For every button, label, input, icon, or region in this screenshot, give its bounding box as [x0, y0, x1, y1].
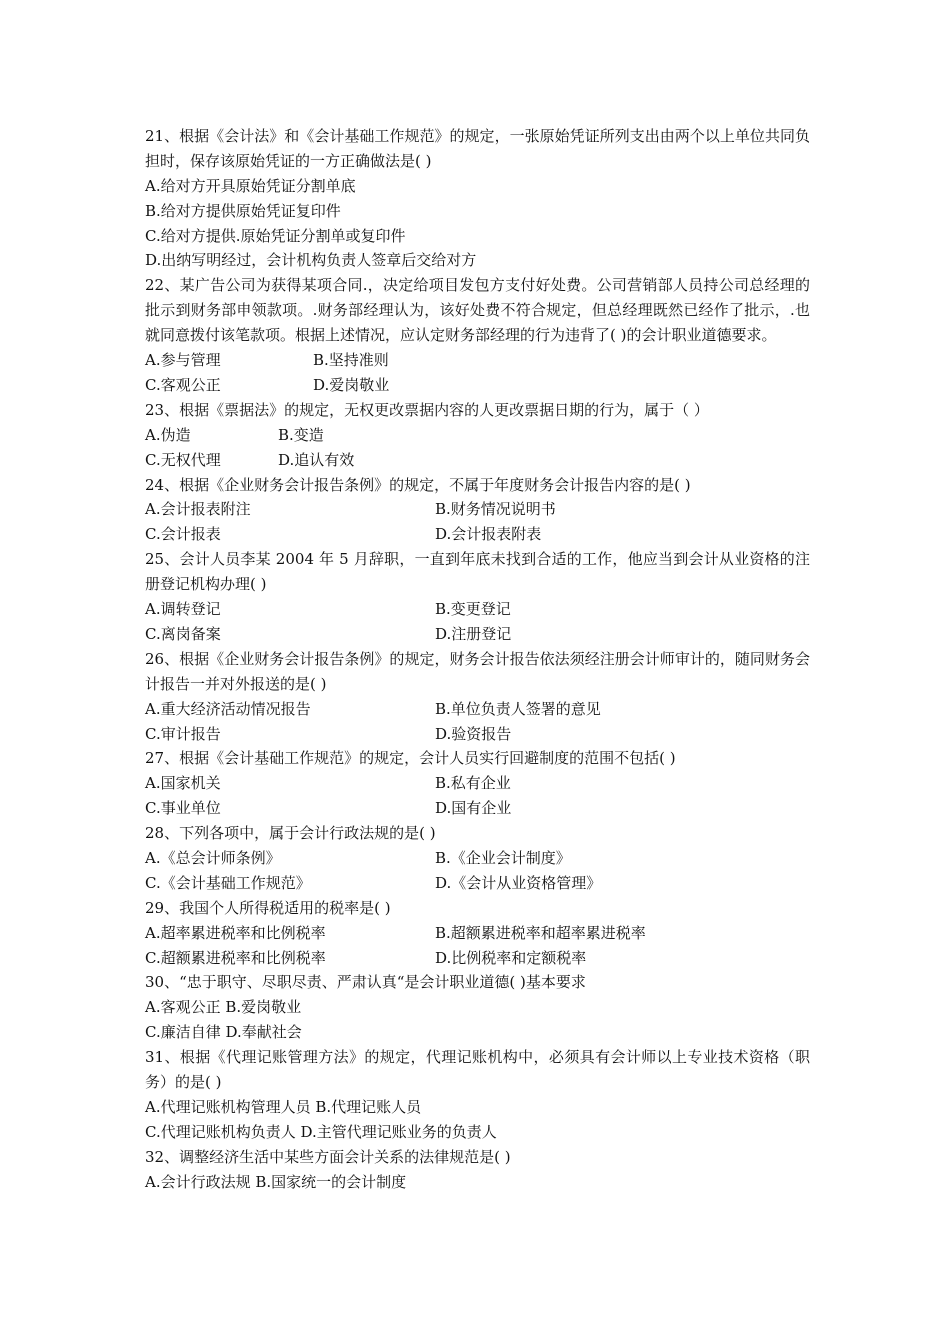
- answer-option: C.代理记账机构负责人 D.主管代理记账业务的负责人: [145, 1122, 497, 1141]
- option-row: [145, 846, 810, 871]
- document-page: [145, 124, 810, 1194]
- option-row: [145, 373, 810, 398]
- option-row: [145, 597, 810, 622]
- option-row: [145, 946, 810, 971]
- option-row: [145, 423, 810, 448]
- answer-option: D.比例税率和定额税率: [435, 948, 587, 967]
- question-stem: 27、根据《会计基础工作规范》的规定，会计人员实行回避制度的范围不包括( ): [145, 749, 676, 768]
- answer-option: B.给对方提供原始凭证复印件: [145, 201, 341, 220]
- question-stem: 28、下列各项中，属于会计行政法规的是( ): [145, 824, 436, 843]
- answer-option: C.无权代理: [145, 450, 221, 469]
- answer-option: C.审计报告: [145, 724, 221, 743]
- option-row: [145, 722, 810, 747]
- question-stem: 31、根据《代理记账管理方法》的规定，代理记账机构中，必须具有会计师以上专业技术资格（职务）的是( ): [145, 1048, 810, 1091]
- answer-option: C.客观公正: [145, 375, 221, 394]
- answer-option: C.离岗备案: [145, 624, 221, 643]
- answer-option: B.单位负责人签署的意见: [435, 699, 601, 718]
- answer-option: A.国家机关: [145, 774, 221, 793]
- answer-option: B.变造: [278, 425, 324, 444]
- answer-option: A.代理记账机构管理人员 B.代理记账人员: [145, 1097, 422, 1116]
- option-row: [145, 348, 810, 373]
- answer-option: C.廉洁自律 D.奉献社会: [145, 1023, 302, 1042]
- answer-option: A.《总会计师条例》: [145, 848, 281, 867]
- answer-option: A.参与管理: [145, 351, 221, 370]
- answer-option: A.重大经济活动情况报告: [145, 699, 311, 718]
- answer-option: A.伪造: [145, 425, 191, 444]
- option-row: [145, 497, 810, 522]
- question-stem: 25、会计人员李某 2004 年 5 月辞职，一直到年底未找到合适的工作，他应当到会计从业资格的注册登记机构办理( ): [145, 550, 810, 594]
- option-row: [145, 796, 810, 821]
- answer-option: B.坚持准则: [313, 351, 389, 370]
- question-stem: 26、根据《企业财务会计报告条例》的规定，财务会计报告依法须经注册会计师审计的，随同财务会计报告一并对外报送的是( ): [145, 649, 810, 693]
- answer-option: B.超额累进税率和超率累进税率: [435, 923, 646, 942]
- question-stem: 32、调整经济生活中某些方面会计关系的法律规范是( ): [145, 1147, 511, 1166]
- option-row: [145, 771, 810, 796]
- answer-option: C.超额累进税率和比例税率: [145, 948, 326, 967]
- answer-option: C.《会计基础工作规范》: [145, 873, 311, 892]
- question-stem: 30、“忠于职守、尽职尽责、严肃认真“是会计职业道德( )基本要求: [145, 973, 586, 992]
- question-stem: 24、根据《企业财务会计报告条例》的规定，不属于年度财务会计报告内容的是( ): [145, 475, 691, 494]
- answer-option: B.财务情况说明书: [435, 500, 556, 519]
- answer-option: D.《会计从业资格管理》: [435, 873, 602, 892]
- answer-option: D.追认有效: [278, 450, 355, 469]
- option-row: [145, 448, 810, 473]
- answer-option: A.调转登记: [145, 600, 221, 619]
- answer-option: C.给对方提供.原始凭证分割单或复印件: [145, 226, 406, 245]
- option-row: [145, 622, 810, 647]
- answer-option: D.出纳写明经过，会计机构负责人签章后交给对方: [145, 251, 477, 270]
- answer-option: D.国有企业: [435, 799, 512, 818]
- answer-option: C.事业单位: [145, 799, 221, 818]
- option-row: [145, 522, 810, 547]
- answer-option: D.会计报表附表: [435, 525, 542, 544]
- question-stem: 29、我国个人所得税适用的税率是( ): [145, 898, 391, 917]
- option-row: [145, 697, 810, 722]
- answer-option: A.超率累进税率和比例税率: [145, 923, 326, 942]
- answer-option: B.《企业会计制度》: [435, 848, 571, 867]
- answer-option: A.会计行政法规 B.国家统一的会计制度: [145, 1172, 407, 1191]
- option-row: [145, 871, 810, 896]
- answer-option: D.验资报告: [435, 724, 512, 743]
- answer-option: D.爱岗敬业: [313, 375, 390, 394]
- answer-option: A.给对方开具原始凭证分割单底: [145, 176, 356, 195]
- question-stem: 21、根据《会计法》和《会计基础工作规范》的规定，一张原始凭证所列支出由两个以上单位共同负担时，保存该原始凭证的一方正确做法是( ): [145, 127, 810, 170]
- answer-option: B.变更登记: [435, 600, 511, 619]
- question-stem: 23、根据《票据法》的规定，无权更改票据内容的人更改票据日期的行为，属于（ ）: [145, 400, 709, 419]
- question-stem: 22、某广告公司为获得某项合同.，决定给项目发包方支付好处费。公司营销部人员持公司总经理的批示到财务部申领款项。.财务部经理认为，该好处费不符合规定，但总经理既然已经作了批示，.也就同意拨付该笔款项。根据上述情况，应认定财务部经理的行为违背了( )的会计职业道德要求。: [145, 276, 810, 345]
- option-row: [145, 921, 810, 946]
- answer-option: D.注册登记: [435, 624, 512, 643]
- answer-option: A.客观公正 B.爱岗敬业: [145, 998, 302, 1017]
- answer-option: B.私有企业: [435, 774, 511, 793]
- answer-option: A.会计报表附注: [145, 500, 251, 519]
- answer-option: C.会计报表: [145, 525, 221, 544]
